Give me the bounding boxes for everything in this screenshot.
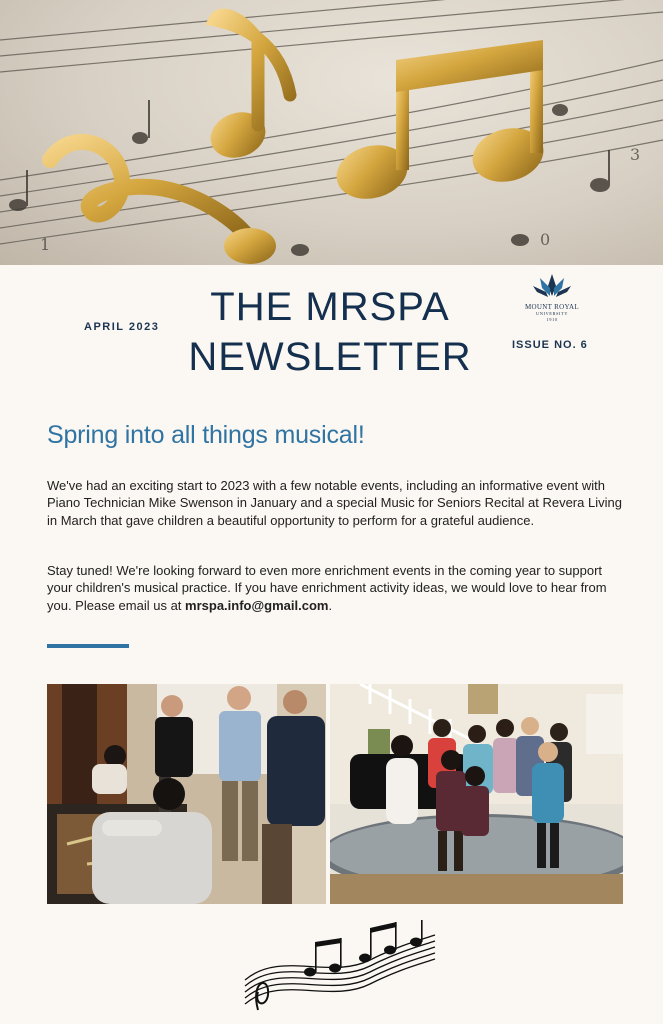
mount-royal-logo [510, 272, 594, 323]
article-headline: Spring into all things musical! [47, 421, 365, 449]
footer-decoration [240, 920, 440, 1020]
title-line-2: NEWSLETTER [188, 335, 472, 379]
article-paragraph-1: We've had an exciting start to 2023 with a few notable events, including an informative event with Piano Technician Mike Swenson in January and a special Music for Seniors Recital at Revera Living in March that gave children a beautiful opportunity to perform for a grateful audience. [47, 478, 622, 528]
issue-date: APRIL 2023 [84, 321, 160, 333]
newsletter-title [170, 282, 490, 382]
mount-royal-flower-icon [532, 272, 572, 298]
logo-year: 1910 [546, 317, 558, 322]
photo-recital-group [330, 684, 623, 904]
paragraph-2-text: Stay tuned! We're looking forward to even more enrichment events in the coming year to support your children's musical practice. If you have enrichment activity ideas, we would love to hear from you. Please email us at [47, 563, 607, 613]
svg-text:1: 1 [40, 235, 51, 254]
article-paragraph-2 [47, 562, 627, 614]
accent-divider [47, 644, 129, 648]
hero-image [0, 0, 663, 265]
svg-text:0: 0 [540, 230, 551, 249]
logo-name: MOUNT ROYAL [525, 303, 579, 311]
paragraph-2-end: . [328, 597, 333, 613]
title-line-1: THE MRSPA [210, 285, 450, 329]
golden-music-notes-image [0, 0, 663, 265]
svg-text:3: 3 [630, 145, 641, 164]
email-link[interactable]: mrspa.info@gmail.com [185, 597, 329, 613]
issue-number: ISSUE NO. 6 [512, 339, 588, 351]
photo-piano-workshop [47, 684, 326, 904]
logo-sub: UNIVERSITY [536, 311, 568, 316]
music-staff-notes-icon [240, 920, 440, 1015]
